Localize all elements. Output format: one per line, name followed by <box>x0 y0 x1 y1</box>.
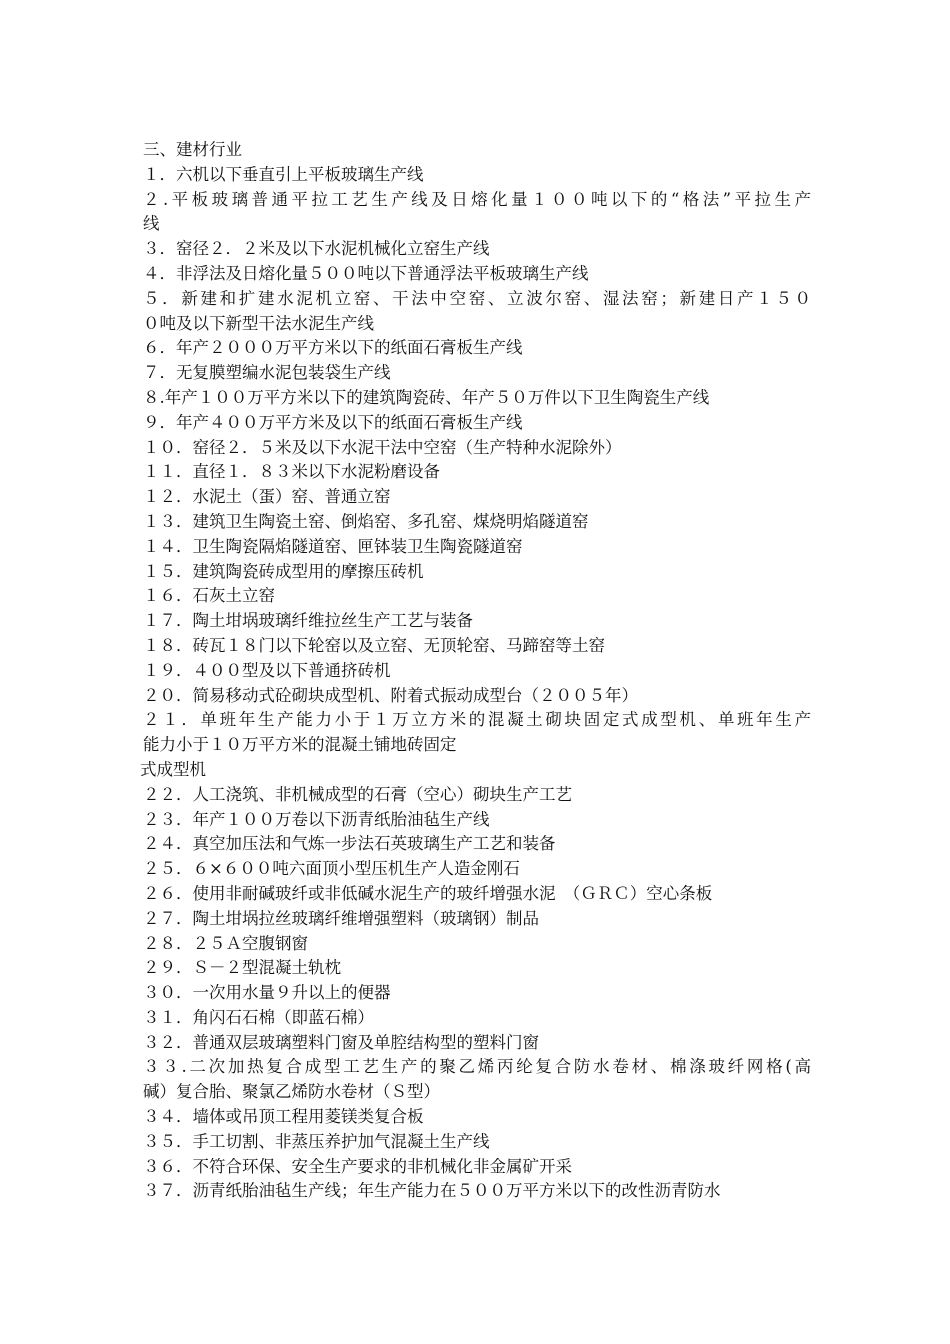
list-item-continuation: ０吨及以下新型干法水泥生产线 <box>143 313 374 333</box>
list-item: ２１．单班年生产能力小于１万立方米的混凝土砌块固定式成型机、单班年生产 <box>143 710 811 730</box>
list-item: １７．陶土坩埚玻璃纤维拉丝生产工艺与装备 <box>143 611 473 631</box>
list-item: １６．石灰土立窑 <box>143 586 275 606</box>
list-item: ３２．普通双层玻璃塑料门窗及单腔结构型的塑料门窗 <box>143 1032 539 1052</box>
list-item-continuation: 能力小于１０万平方米的混凝土铺地砖固定 <box>143 735 457 755</box>
list-item: １５．建筑陶瓷砖成型用的摩擦压砖机 <box>143 561 424 581</box>
list-item: ３１．角闪石石棉（即蓝石棉） <box>143 1007 374 1027</box>
list-item: ３５．手工切割、非蒸压养护加气混凝土生产线 <box>143 1131 490 1151</box>
list-item: ２４．真空加压法和气炼一步法石英玻璃生产工艺和装备 <box>143 834 556 854</box>
list-item: ４．非浮法及日熔化量５００吨以下普通浮法平板玻璃生产线 <box>143 263 589 283</box>
list-item: １．六机以下垂直引上平板玻璃生产线 <box>143 164 424 184</box>
list-item: １２．水泥土（蛋）窑、普通立窑 <box>143 487 391 507</box>
list-item: １０．窑径２．５米及以下水泥干法中空窑（生产特种水泥除外） <box>143 437 622 457</box>
list-item: ２２．人工浇筑、非机械成型的石膏（空心）砌块生产工艺 <box>143 784 572 804</box>
list-item: ３．窑径２．２米及以下水泥机械化立窑生产线 <box>143 239 490 259</box>
list-item: ２７．陶土坩埚拉丝玻璃纤维增强塑料（玻璃钢）制品 <box>143 908 539 928</box>
list-item-continuation: 线 <box>143 214 160 234</box>
list-item: １１．直径１．８３米以下水泥粉磨设备 <box>143 462 440 482</box>
list-item: ９．年产４００万平方米及以下的纸面石膏板生产线 <box>143 412 523 432</box>
list-item-continuation: 碱）复合胎、聚氯乙烯防水卷材（Ｓ型） <box>143 1082 440 1102</box>
list-item-continuation: 式成型机 <box>140 759 206 779</box>
list-item: ２５．６×６００吨六面顶小型压机生产人造金刚石 <box>143 859 520 879</box>
list-item: ２３．年产１００万卷以下沥青纸胎油毡生产线 <box>143 809 490 829</box>
list-item: ２.平板玻璃普通平拉工艺生产线及日熔化量１００吨以下的“格法”平拉生产 <box>143 189 811 209</box>
list-item: １４．卫生陶瓷隔焰隧道窑、匣钵装卫生陶瓷隧道窑 <box>143 536 523 556</box>
list-item: ３７．沥青纸胎油毡生产线；年生产能力在５００万平方米以下的改性沥青防水 <box>143 1181 721 1201</box>
list-item: ８.年产１００万平方米以下的建筑陶瓷砖、年产５０万件以下卫生陶瓷生产线 <box>143 387 710 407</box>
list-item: ２９．Ｓ－２型混凝土轨枕 <box>143 958 341 978</box>
list-item: ３０．一次用水量９升以上的便器 <box>143 983 391 1003</box>
list-item: ２６．使用非耐碱玻纤或非低碱水泥生产的玻纤增强水泥 （ＧＲＣ）空心条板 <box>143 883 713 903</box>
list-item: ３４．墙体或吊顶工程用菱镁类复合板 <box>143 1107 424 1127</box>
document-body <box>140 138 811 1204</box>
list-item: ３６．不符合环保、安全生产要求的非机械化非金属矿开采 <box>143 1156 572 1176</box>
list-item: ２０．简易移动式砼砌块成型机、附着式振动成型台（２００５年） <box>143 685 638 705</box>
list-item: ３３.二次加热复合成型工艺生产的聚乙烯丙纶复合防水卷材、棉涤玻纤网格(高 <box>143 1057 811 1077</box>
list-item: ６．年产２０００万平方米以下的纸面石膏板生产线 <box>143 338 523 358</box>
list-item: １９．４００型及以下普通挤砖机 <box>143 660 391 680</box>
list-item: ７．无复膜塑编水泥包装袋生产线 <box>143 363 391 383</box>
list-item: １３．建筑卫生陶瓷土窑、倒焰窑、多孔窑、煤烧明焰隧道窑 <box>143 511 589 531</box>
list-item: １８．砖瓦１８门以下轮窑以及立窑、无顶轮窑、马蹄窑等土窑 <box>143 635 605 655</box>
list-item: ２８．２５Ａ空腹钢窗 <box>143 933 308 953</box>
section-title: 三、建材行业 <box>143 140 242 159</box>
list-item: ５．新建和扩建水泥机立窑、干法中空窑、立波尔窑、湿法窑；新建日产１５０ <box>143 288 811 308</box>
